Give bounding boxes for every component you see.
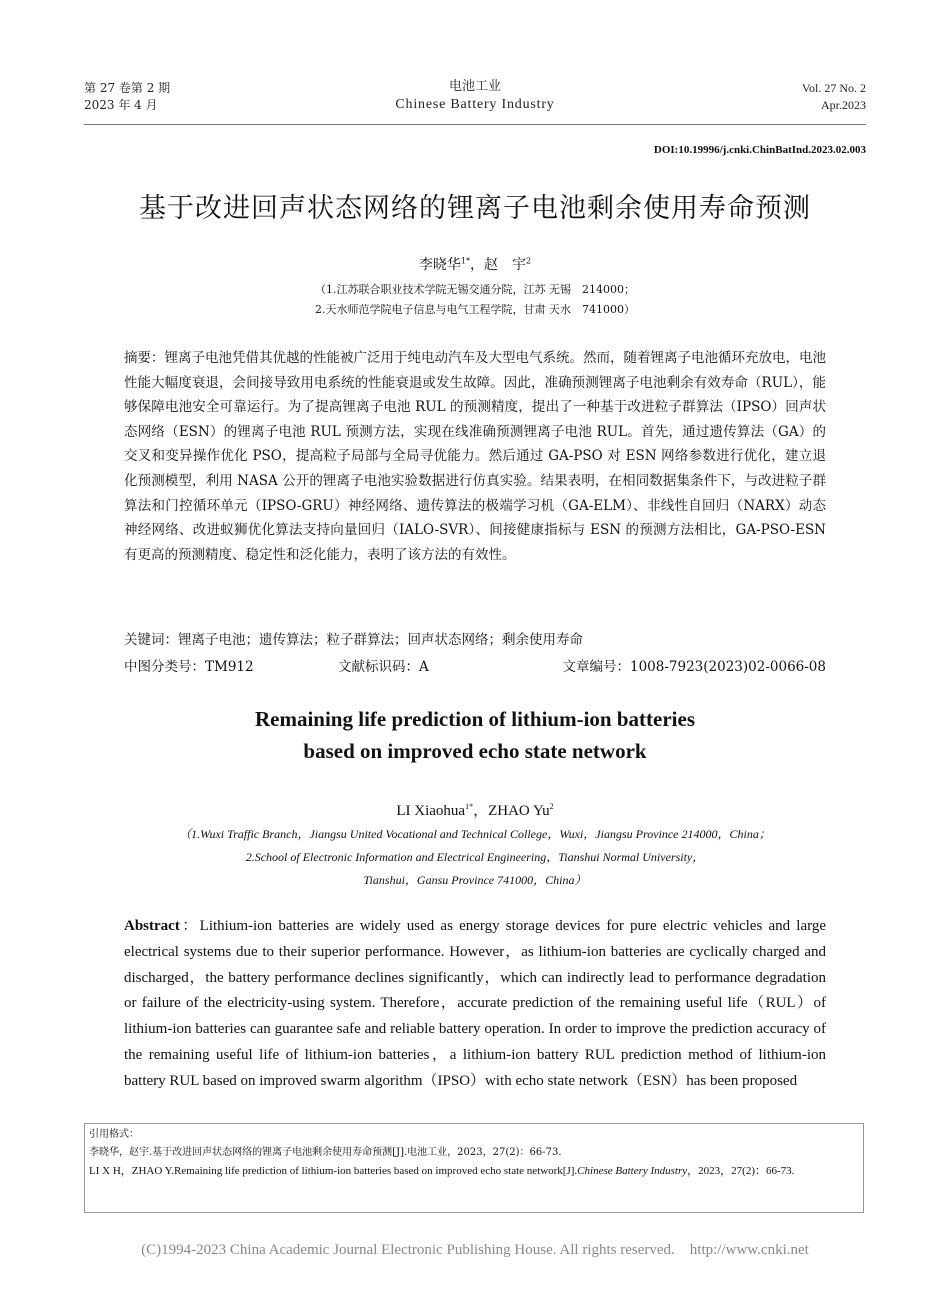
doc-code: 文献标识码：A xyxy=(338,659,429,675)
author-2-sup: 2 xyxy=(526,256,532,266)
author-1-sup: 1* xyxy=(460,256,470,266)
clc-number: 中图分类号：TM912 xyxy=(124,659,254,675)
affiliation-en-1: （1.Wuxi Traffic Branch，Jiangsu United Vocational and Technical College，Wuxi，Jiangsu Province 214000，China； xyxy=(179,827,771,841)
citation-en xyxy=(89,1162,863,1180)
authors-cn xyxy=(0,254,950,274)
author-en-1-sup: 1* xyxy=(465,802,474,811)
article-number: 文章编号：1008-7923(2023)02-0066-08 xyxy=(562,659,826,675)
author-2: 赵 宇 xyxy=(484,257,526,273)
affiliation-2: 2.天水师范学院电子信息与电气工程学院，甘肃 天水 741000） xyxy=(315,303,635,316)
citation-box xyxy=(84,1123,864,1213)
abstract-cn: 摘要：锂离子电池凭借其优越的性能被广泛用于纯电动汽车及大型电气系统。然而，随着锂离子电池循环充放电，电池性能大幅度衰退，会间接导致用电系统的性能衰退或发生故障。因此，准确预测锂离子电池剩余有效寿命（RUL），能够保障电池安全可靠运行。为了提高锂离子电池 RUL 的预测精度，提出了一种基于改进粒子群算法（IPSO）回声状态网络（ESN）的锂离子电池 RUL 预测方法，实现在线准确预测锂离子电池 RUL。首先，通过遗传算法（GA）的交叉和变异操作优化 PSO，提高粒子局部与全局寻优能力。然后通过 GA-PSO 对 ESN 网络参数进行优化，建立退化预测模型，利用 NASA 公开的锂离子电池实验数据进行仿真实验。结果表明，在相同数据集条件下，与改进粒子群算法和门控循环单元（IPSO-GRU）神经网络、遗传算法的极端学习机（GA-ELM）、非线性自回归（NARX）动态神经网络、改进蚁狮优化算法支持向量回归（IALO-SVR）、间接健康指标与 ESN 的预测方法相比，GA-PSO-ESN 有更高的预测精度、稳定性和泛化能力，表明了该方法的有效性。 xyxy=(124,350,826,563)
issue-cn: 第 27 卷第 2 期 xyxy=(84,81,171,95)
affiliations-cn xyxy=(0,280,950,320)
author-en-2: ZHAO Yu xyxy=(488,803,550,819)
affiliation-en-2: 2.School of Electronic Information and Electrical Engineering，Tianshui Normal University， xyxy=(245,850,705,864)
citation-label: 引用格式： xyxy=(89,1129,139,1140)
citation-en-journal: Chinese Battery Industry xyxy=(577,1165,688,1177)
author-1: 李晓华 xyxy=(418,257,461,273)
header-rule xyxy=(84,124,866,125)
date-cn: 2023 年 4 月 xyxy=(84,98,158,112)
citation-en-suffix: ，2023，27(2)：66-73. xyxy=(687,1165,795,1177)
abstract-en xyxy=(124,914,826,1095)
affiliations-en xyxy=(0,823,950,892)
citation-en-prefix: LI X H，ZHAO Y.Remaining life prediction of lithium-ion batteries based on improved echo state network[J]. xyxy=(89,1165,578,1177)
keywords-cn: 关键词：锂离子电池；遗传算法；粒子群算法；回声状态网络；剩余使用寿命 xyxy=(124,632,583,648)
author-en-1: LI Xiaohua xyxy=(396,803,466,819)
title-cn: 基于改进回声状态网络的锂离子电池剩余使用寿命预测 xyxy=(139,193,811,224)
author-en-sep: ， xyxy=(473,803,489,819)
title-en xyxy=(0,703,950,767)
copyright-footer: (C)1994-2023 China Academic Journal Electronic Publishing House. All rights reserved. http://www.cnki.net xyxy=(141,1242,809,1258)
journal-en: Chinese Battery Industry xyxy=(395,97,555,112)
affiliation-1: （1.江苏联合职业技术学院无锡交通分院，江苏 无锡 214000； xyxy=(315,283,635,296)
vol-en: Vol. 27 No. 2 xyxy=(801,81,866,95)
affiliation-en-3: Tianshui，Gansu Province 741000，China） xyxy=(363,873,587,887)
title-en-line-1: Remaining life prediction of lithium-ion batteries xyxy=(254,707,695,731)
author-en-2-sup: 2 xyxy=(549,802,554,811)
title-en-line-2: based on improved echo state network xyxy=(303,739,647,763)
abstract-en-text: ：Lithium-ion batteries are widely used as energy storage devices for pure electric vehicles and large electrical systems due to their superior performance. However，as lithium-ion batteries are cyclically charged and discharged，the battery performance declines significantly，which can indirectly lead to performance degradation or failure of the electricity-using system. Therefore，accurate prediction of the remaining useful life（RUL）of lithium-ion batteries can guarantee safe and reliable battery operation. In order to improve the prediction accuracy of the remaining useful life of lithium-ion batteries，a lithium-ion battery RUL prediction method of lithium-ion battery RUL based on improved swarm algorithm（IPSO）with echo state network（ESN）has been proposed xyxy=(124,918,826,1089)
authors-en xyxy=(0,799,950,820)
journal-cn: 电池工业 xyxy=(448,79,501,94)
citation-cn: 李晓华，赵宇.基于改进回声状态网络的锂离子电池剩余使用寿命预测[J].电池工业，2023，27(2)：66-73. xyxy=(89,1147,562,1158)
author-sep: ， xyxy=(470,257,484,273)
header-volume xyxy=(802,80,866,114)
date-en: Apr.2023 xyxy=(821,98,866,112)
doi: DOI:10.19996/j.cnki.ChinBatInd.2023.02.003 xyxy=(653,144,866,156)
abstract-en-label: Abstract xyxy=(124,918,180,934)
